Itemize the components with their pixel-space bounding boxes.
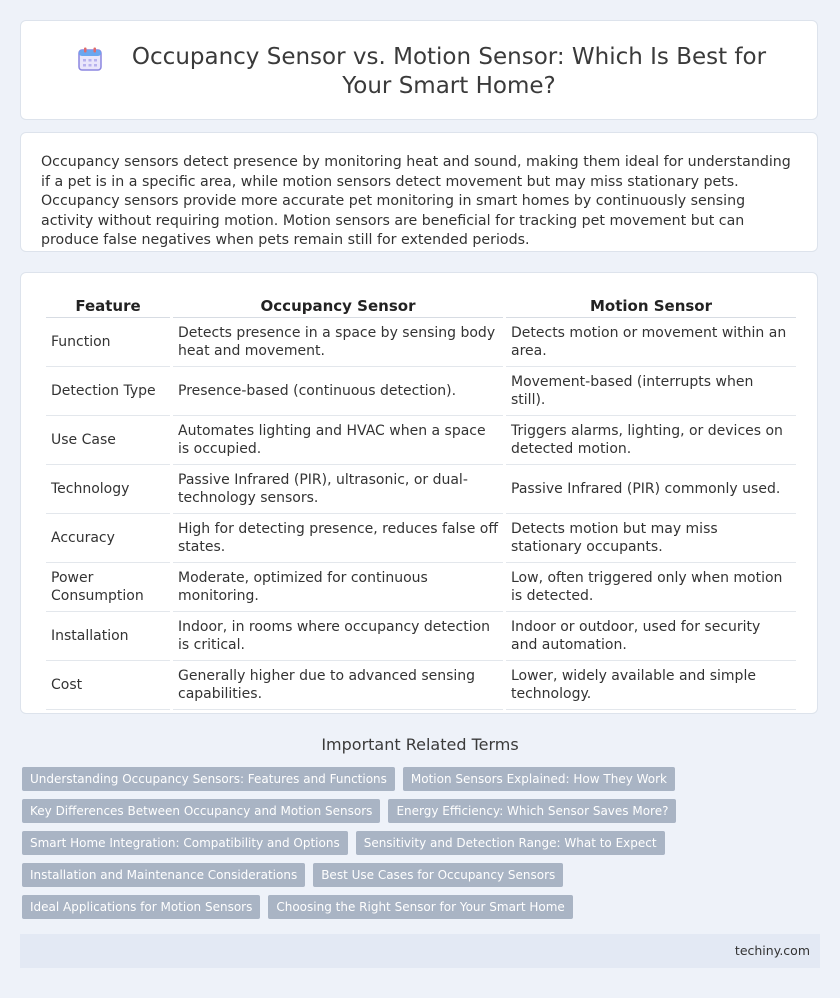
- related-term-link[interactable]: Ideal Applications for Motion Sensors: [22, 895, 260, 919]
- related-term-link[interactable]: Understanding Occupancy Sensors: Features and Functions: [22, 767, 395, 791]
- table-row: [46, 514, 796, 563]
- table-row: [46, 318, 796, 367]
- feature-cell: Technology: [46, 465, 170, 514]
- feature-cell: Cost: [46, 661, 170, 710]
- feature-cell: Function: [46, 318, 170, 367]
- motion-cell: Detects motion or movement within an area.: [506, 318, 796, 367]
- comparison-table-card: [20, 272, 818, 714]
- footer: [20, 934, 820, 968]
- motion-cell: Detects motion but may miss stationary occupants.: [506, 514, 796, 563]
- occupancy-cell: Moderate, optimized for continuous monitoring.: [173, 563, 503, 612]
- occupancy-cell: Indoor, in rooms where occupancy detection is critical.: [173, 612, 503, 661]
- related-terms-list: [22, 767, 742, 919]
- column-header: Motion Sensor: [506, 295, 796, 318]
- occupancy-cell: High for detecting presence, reduces false off states.: [173, 514, 503, 563]
- occupancy-cell: Detects presence in a space by sensing body heat and movement.: [173, 318, 503, 367]
- motion-cell: Lower, widely available and simple technology.: [506, 661, 796, 710]
- table-row: [46, 416, 796, 465]
- title-card: [20, 20, 818, 120]
- motion-cell: Indoor or outdoor, used for security and automation.: [506, 612, 796, 661]
- related-terms-heading: Important Related Terms: [321, 735, 519, 754]
- occupancy-cell: Automates lighting and HVAC when a space is occupied.: [173, 416, 503, 465]
- motion-cell: Passive Infrared (PIR) commonly used.: [506, 465, 796, 514]
- related-term-link[interactable]: Key Differences Between Occupancy and Motion Sensors: [22, 799, 380, 823]
- occupancy-cell: Presence-based (continuous detection).: [173, 367, 503, 416]
- page-title: Occupancy Sensor vs. Motion Sensor: Which Is Best for Your Smart Home?: [131, 44, 767, 99]
- related-term-link[interactable]: Sensitivity and Detection Range: What to Expect: [356, 831, 665, 855]
- feature-cell: Use Case: [46, 416, 170, 465]
- table-row: [46, 612, 796, 661]
- related-term-link[interactable]: Motion Sensors Explained: How They Work: [403, 767, 675, 791]
- motion-cell: Low, often triggered only when motion is detected.: [506, 563, 796, 612]
- occupancy-cell: Generally higher due to advanced sensing capabilities.: [173, 661, 503, 710]
- related-term-link[interactable]: Best Use Cases for Occupancy Sensors: [313, 863, 563, 887]
- occupancy-cell: Passive Infrared (PIR), ultrasonic, or dual-technology sensors.: [173, 465, 503, 514]
- table-row: [46, 367, 796, 416]
- feature-cell: Power Consumption: [46, 563, 170, 612]
- intro-card: [20, 132, 818, 252]
- table-header-row: [46, 295, 796, 318]
- table-row: [46, 563, 796, 612]
- related-term-link[interactable]: Smart Home Integration: Compatibility and Options: [22, 831, 348, 855]
- feature-cell: Installation: [46, 612, 170, 661]
- intro-paragraph: Occupancy sensors detect presence by monitoring heat and sound, making them ideal for understanding if a pet is in a specific area, while motion sensors detect movement but may miss stationary pets. Occupancy sensors provide more accurate pet monitoring in smart homes by continuously sensing activity without requiring motion. Motion sensors are beneficial for tracking pet movement but can produce false negatives when pets remain still for extended periods.: [41, 154, 791, 248]
- table-row: [46, 661, 796, 710]
- motion-cell: Triggers alarms, lighting, or devices on detected motion.: [506, 416, 796, 465]
- related-term-link[interactable]: Energy Efficiency: Which Sensor Saves More?: [388, 799, 676, 823]
- related-term-link[interactable]: Installation and Maintenance Considerations: [22, 863, 305, 887]
- footer-site-name: techiny.com: [734, 943, 810, 958]
- column-header: Occupancy Sensor: [173, 295, 503, 318]
- table-row: [46, 465, 796, 514]
- feature-cell: Detection Type: [46, 367, 170, 416]
- column-header: Feature: [46, 295, 170, 318]
- related-term-link[interactable]: Choosing the Right Sensor for Your Smart Home: [268, 895, 572, 919]
- comparison-table: [43, 295, 799, 710]
- motion-cell: Movement-based (interrupts when still).: [506, 367, 796, 416]
- feature-cell: Accuracy: [46, 514, 170, 563]
